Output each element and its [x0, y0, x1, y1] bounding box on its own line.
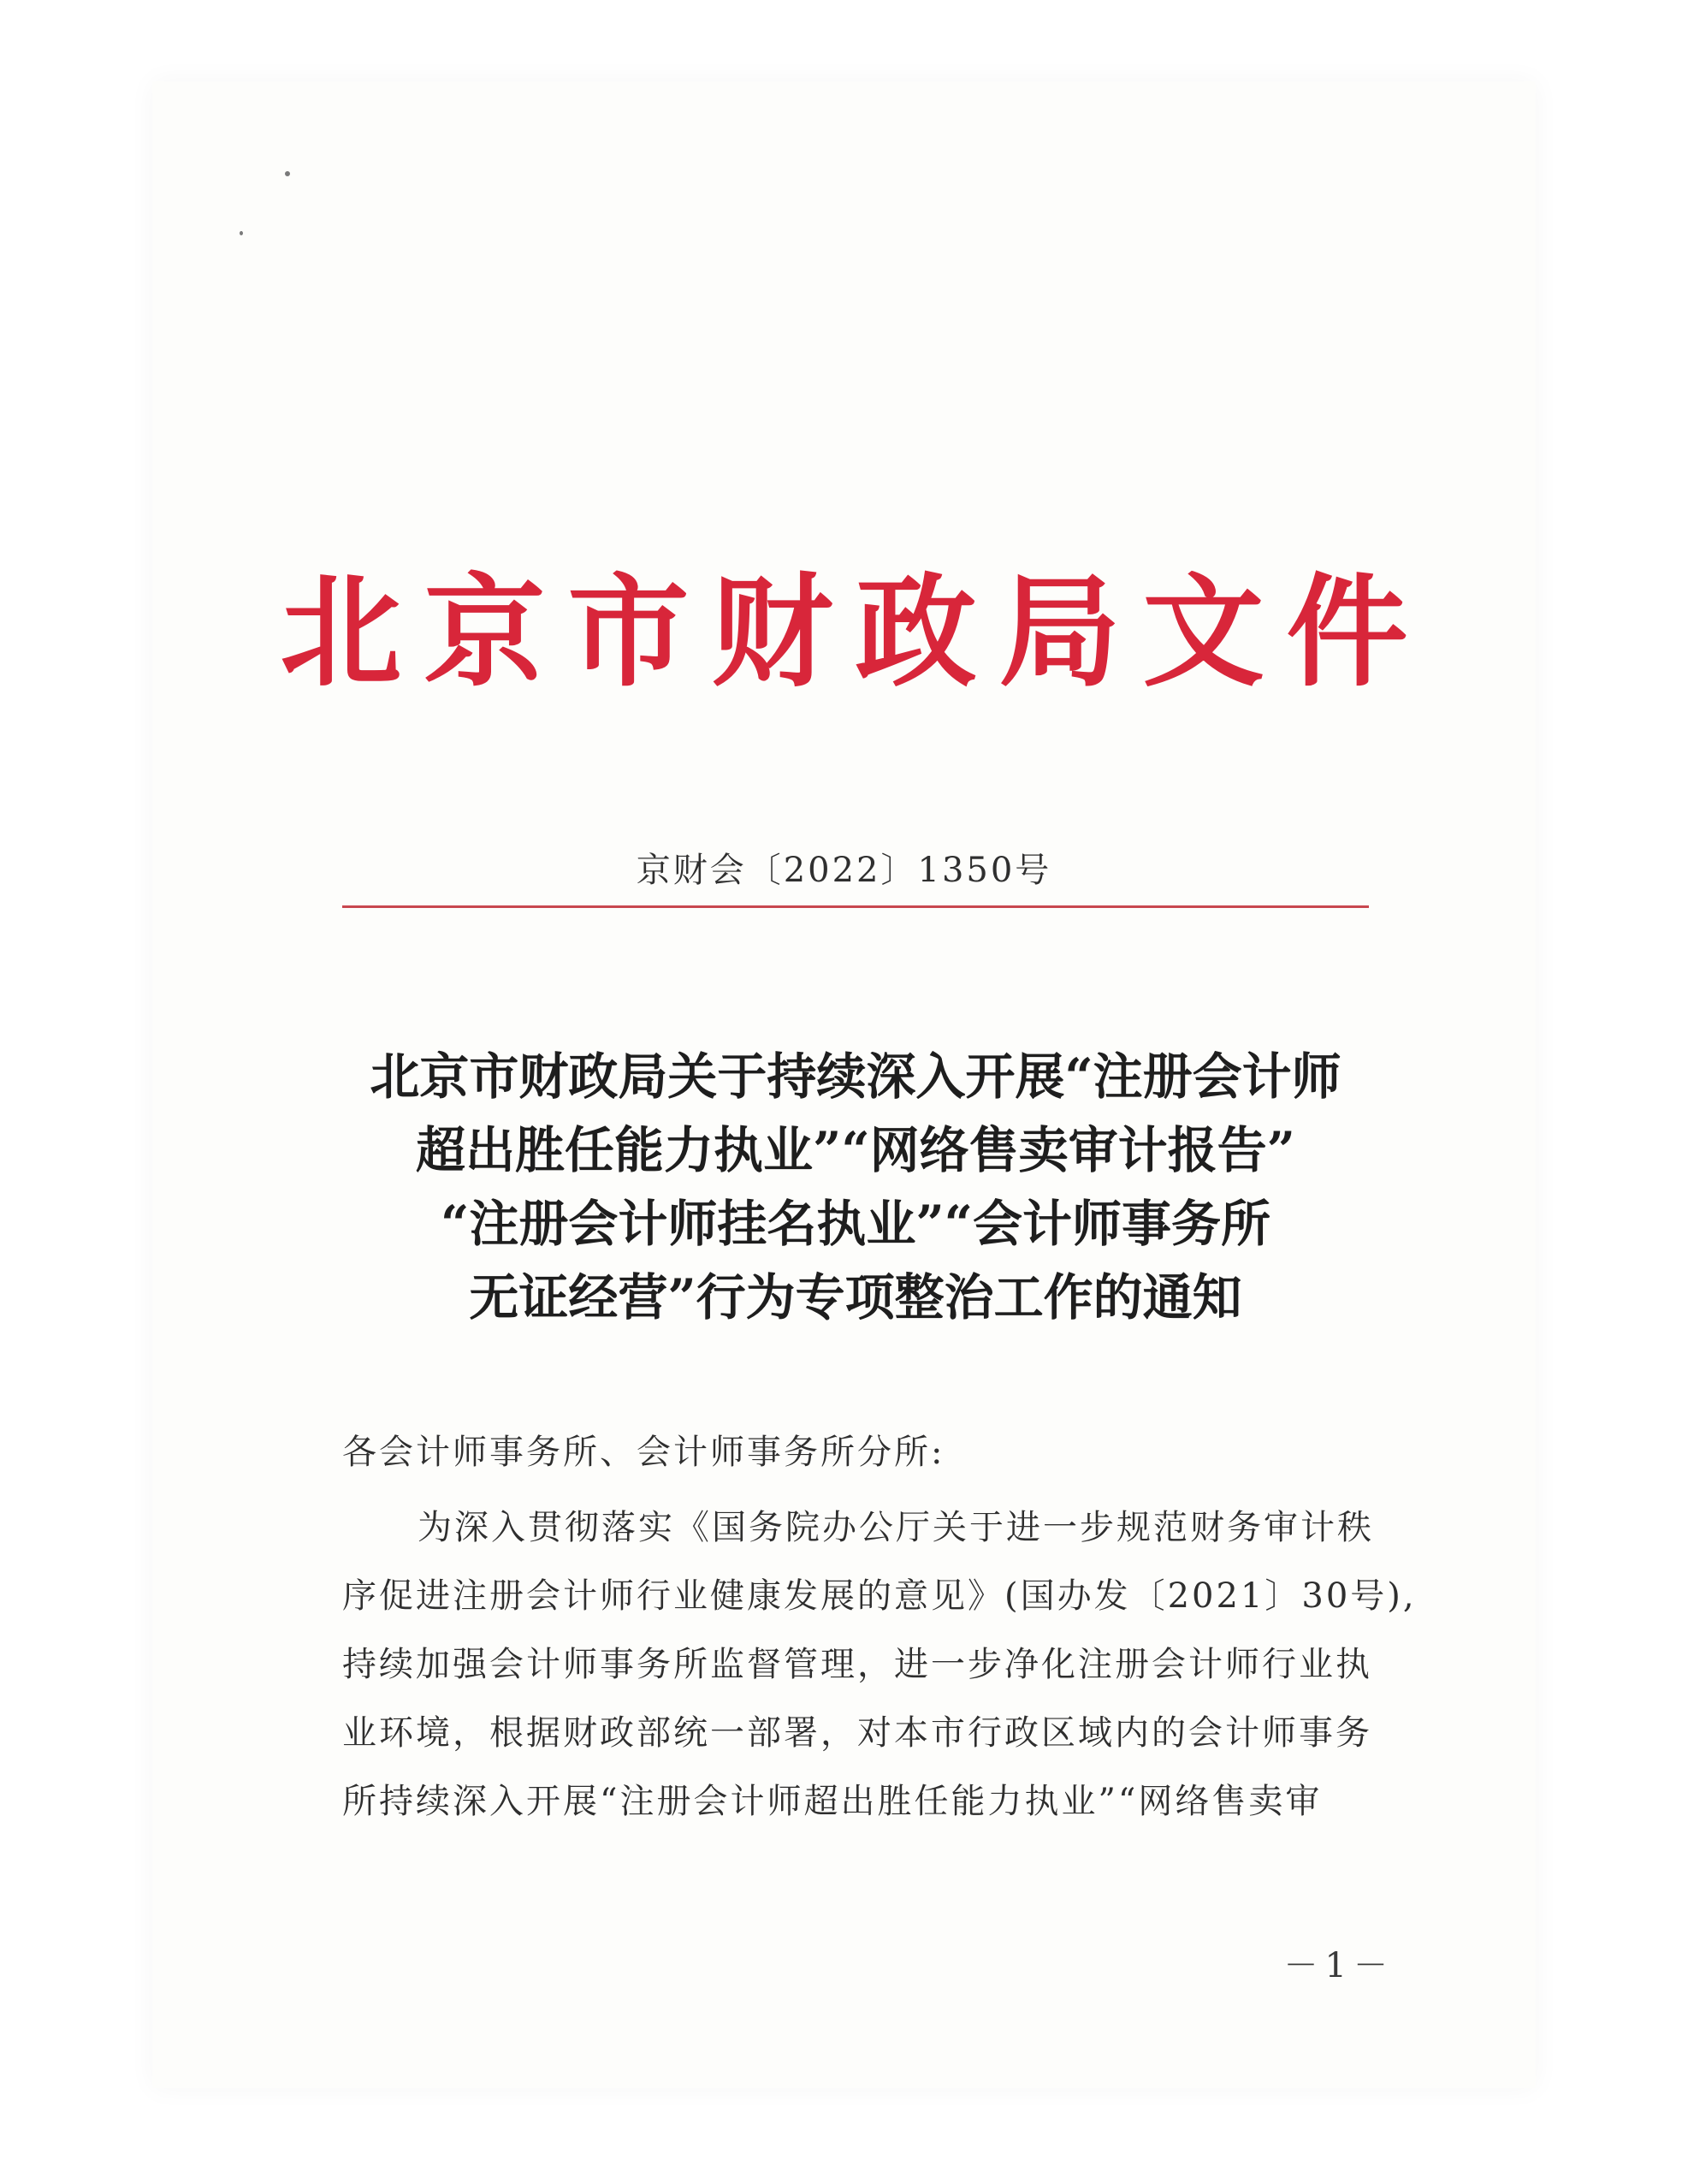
body-line: 为深入贯彻落实《国务院办公厅关于进一步规范财务审计秩	[418, 1508, 1374, 1547]
body-paragraph	[342, 1493, 1417, 1836]
title-line: 无证经营”行为专项整治工作的通知	[469, 1268, 1242, 1326]
red-divider-line	[342, 905, 1369, 908]
addressee: 各会计师事务所、会计师事务所分所:	[342, 1433, 945, 1472]
scan-speck	[240, 231, 243, 235]
body-line: 持续加强会计师事务所监督管理，进一步净化注册会计师行业执	[342, 1645, 1372, 1684]
body-line: 所持续深入开展“注册会计师超出胜任能力执业”“网络售卖审	[342, 1782, 1323, 1821]
title-line: “注册会计师挂名执业”“会计师事务所	[440, 1195, 1271, 1253]
document-number: 京财会〔2022〕1350号	[636, 851, 1052, 890]
masthead-title: 北京市财政局文件	[280, 561, 1430, 703]
page-number: －1－	[1283, 1946, 1395, 1985]
body-line: 业环境，根据财政部统一部署，对本市行政区域内的会计师事务	[342, 1713, 1372, 1753]
body-line: 序促进注册会计师行业健康发展的意见》(国办发〔2021〕30号),	[342, 1576, 1417, 1616]
title-line: 北京市财政局关于持续深入开展“注册会计师	[370, 1047, 1342, 1106]
document-title	[317, 1040, 1395, 1334]
title-line: 超出胜任能力执业”“网络售卖审计报告”	[415, 1121, 1296, 1179]
scan-speck	[285, 171, 290, 176]
